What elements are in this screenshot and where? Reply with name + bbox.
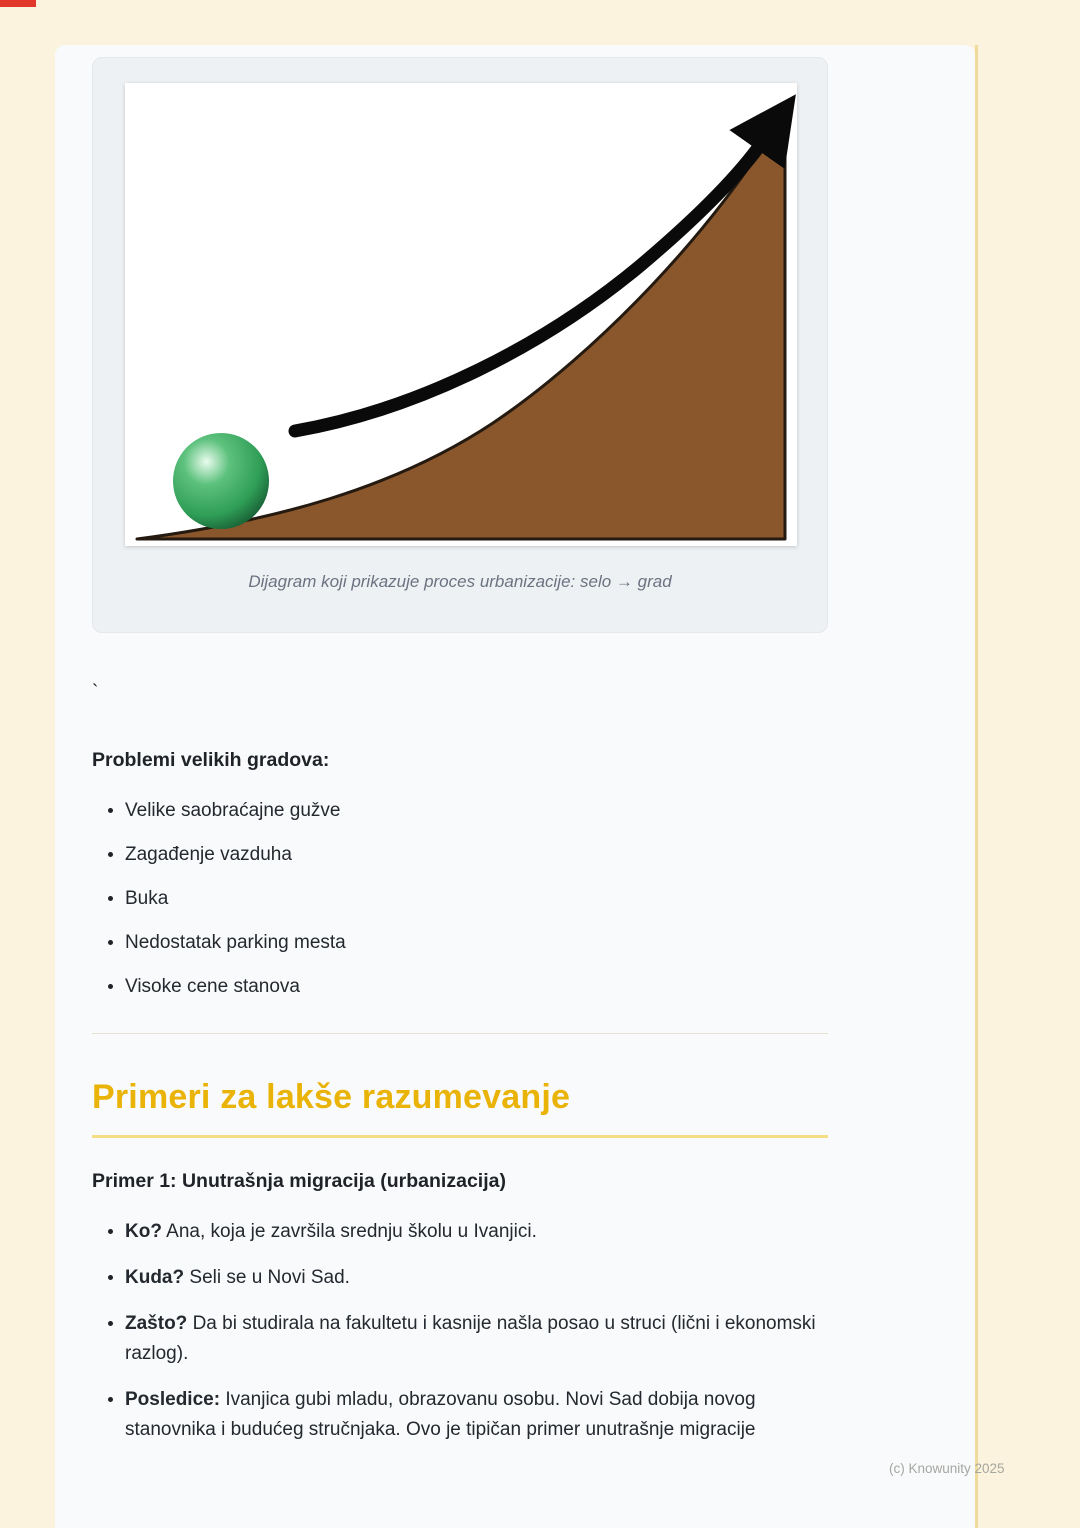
list-item [125, 1263, 828, 1293]
heading-underline [92, 1135, 828, 1138]
list-item: • Visoke cene stanova [125, 972, 828, 1001]
problems-list [92, 796, 828, 1001]
watermark: (c) Knowunity 2025 [889, 1461, 1005, 1476]
document-card [55, 45, 975, 1528]
bullet-label: Zašto? [125, 1313, 188, 1334]
urbanization-diagram [125, 83, 797, 546]
list-item [125, 1309, 828, 1369]
bullet-label: Kuda? [125, 1267, 185, 1288]
page-edge-line [975, 45, 978, 1528]
problems-heading: Problemi velikih gradova: [92, 749, 330, 771]
bullet-label: Posledice: [125, 1389, 221, 1410]
list-item: • Velike saobraćajne gužve [125, 796, 828, 825]
section-divider [92, 1033, 828, 1034]
document-content [92, 57, 828, 1445]
figure-caption: Dijagram koji prikazuje proces urbanizacije: selo → grad [248, 572, 672, 591]
primer1-list [92, 1217, 828, 1445]
bullet-text: Ana, koja je završila srednju školu u Ivanjici. [166, 1221, 537, 1242]
list-item: • Nedostatak parking mesta [125, 928, 828, 957]
list-item: • Zagađenje vazduha [125, 840, 828, 869]
stray-backtick: ` [92, 682, 99, 703]
primer1-heading: Primer 1: Unutrašnja migracija (urbanizacija) [92, 1170, 506, 1192]
bullet-label: Ko? [125, 1221, 162, 1242]
list-item: • Buka [125, 884, 828, 913]
bullet-text: Da bi studirala na fakultetu i kasnije našla posao u struci (lični i ekonomski razlog). [125, 1313, 816, 1364]
urbanization-diagram-svg [125, 83, 797, 546]
bullet-text: Seli se u Novi Sad. [189, 1267, 350, 1288]
bullet-text: Ivanjica gubi mladu, obrazovanu osobu. Novi Sad dobija novog stanovnika i budućeg stručnjaka. Ovo je tipičan primer unutrašnje migracije [125, 1389, 756, 1440]
ball-icon [173, 433, 269, 529]
list-item [125, 1217, 828, 1247]
examples-heading: Primeri za lakše razumevanje [92, 1078, 571, 1116]
scroll-progress-marker [0, 0, 36, 7]
figure-card [92, 57, 828, 633]
list-item [125, 1385, 828, 1445]
